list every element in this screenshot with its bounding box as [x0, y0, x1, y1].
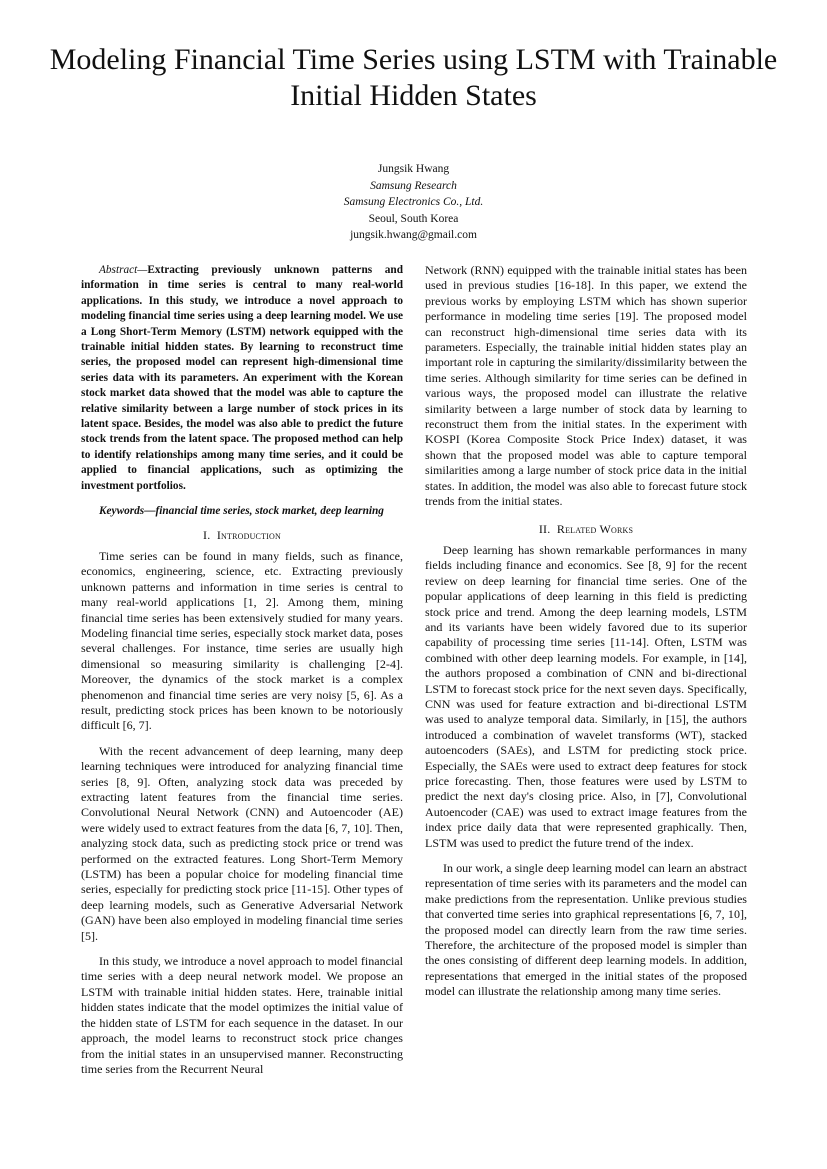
author-name: Jungsik Hwang: [377, 163, 450, 175]
section-heading-introduction: [81, 528, 403, 543]
related-paragraph-2: In our work, a single deep learning model can learn an abstract representation of time series with its parameters and the model can make predictions from the representation. Unlike previous studies that converted time series into graphical representations [6, 7, 10], the proposed model can directly learn from the raw time series. Therefore, the architecture of the proposed model is simpler than the ones consisting of different deep learning models. In addition, representations that emerged in the initial states of the proposed model can illustrate the relationship among many time series.: [425, 861, 747, 999]
author-block: [0, 161, 827, 244]
author-affiliation-1: Samsung Research: [370, 179, 457, 192]
author-affiliation-2: Samsung Electronics Co., Ltd.: [343, 196, 484, 208]
author-location: Seoul, South Korea: [368, 212, 459, 225]
section-number: II.: [538, 521, 551, 536]
section-title: Introduction: [216, 527, 281, 542]
author-email: jungsik.hwang@gmail.com: [350, 229, 477, 241]
intro-paragraph-3: In this study, we introduce a novel approach to model financial time series with a deep neural network model. We propose an LSTM with trainable initial hidden states. Here, trainable initial hidden states indicate that the model optimizes the initial value of the hidden state of LSTM for each sequence in the dataset. In our approach, the model learns to reconstruct stock price changes from the initial states in an unsupervised manner. Reconstructing time series from the Recurrent Neural: [81, 954, 403, 1076]
section-number: I.: [203, 527, 211, 542]
section-title: Related Works: [556, 521, 634, 536]
paper-title: Modeling Financial Time Series using LSTM with Trainable Initial Hidden States: [49, 43, 778, 112]
right-column: [425, 263, 747, 1000]
abstract-lead: Abstract—: [99, 264, 148, 276]
related-paragraph-1: Deep learning has shown remarkable performances in many fields including finance and economics. See [8, 9] for the recent review on deep learning for financial time series. One of the popular applications of deep learning in this field is predicting stock price and trend. Among the deep learning models, LSTM and its variants have been widely favored due to its superior capability of processing time series [11-14]. Often, LSTM was combined with other deep learning models. For example, in [14], the authors proposed a combination of CNN and bi-directional LSTM to forecast stock price for the next seven days. Specifically, CNN was used for feature extraction and bi-directional LSTM was used to analyze temporal data. Similarly, in [15], the authors introduced a combination of wavelet transforms (WT), stacked autoencoders (SAEs), and LSTM for predicting stock price. Especially, the SAEs were used to extract deep features for stock price forecasting. Then, those features were used by LSTM to predict the next day's closing price. Also, in [7], Convolutional Autoencoder (CAE) was used to extract image features from the index price daily data that were represented graphically. Then, LSTM was used to predict the future trend of the index.: [425, 542, 747, 850]
keywords: Keywords—financial time series, stock market, deep learning: [99, 505, 384, 518]
intro-paragraph-1: Time series can be found in many fields, such as finance, economics, engineering, science, etc. Extracting previously unknown patterns and information in time series is central to many real-world applications [1, 2]. Among them, mining financial time series has been extensively studied for many years. Modeling financial time series, especially stock market data, poses several challenges. For instance, time series are usually high dimensional so measuring similarity is challenging [2-4]. Moreover, the dynamics of the stock market is a complex phenomenon and financial time series are very noisy [5, 6]. As a result, predicting stock prices has been known to be notoriously difficult [6, 7].: [81, 548, 403, 733]
abstract: [81, 263, 403, 494]
intro-paragraph-2: With the recent advancement of deep learning, many deep learning techniques were introduced for analyzing financial time series [8, 9]. Often, analyzing stock data was preceded by extracting latent features from the financial time series. Convolutional Neural Network (CNN) and Autoencoder (AE) were widely used to extract features from the data [6, 7, 10]. Then, analyzing stock data, such as predicting stock price or trend was performed on the extracted features. Long Short-Term Memory (LSTM) has been a popular choice for modeling financial time series, especially for predicting stock price [11-15]. Other types of deep learning models, such as Generative Adversarial Network (GAN) have been also employed in modeling financial time series [5].: [81, 743, 403, 943]
abstract-text: Extracting previously unknown patterns and information in time series is central to many real-world applications. In this study, we introduce a novel approach to modeling financial time series using a deep learning model. We use a Long Short-Term Memory (LSTM) network equipped with the trainable initial hidden states. By learning to reconstruct time series, the proposed model can represent high-dimensional time series data with its parameters. An experiment with the Korean stock market data showed that the model was able to capture the relative similarity between a large number of stock prices in its latent space. Besides, the model was also able to predict the future stock trends from the latent space. The proposed method can help to identify relationships among many time series, and it could be applied to financial applications, such as optimizing the investment portfolios.: [81, 264, 403, 492]
left-column: [81, 263, 403, 1077]
section-heading-related-works: [425, 522, 747, 537]
intro-paragraph-3-continued: Network (RNN) equipped with the trainable initial states has been used in previous studies [16-18]. In this paper, we extend the previous works by employing LSTM which has shown superior performance in modeling time series [19]. The proposed model can reconstruct high-dimensional time series data with its parameters. Especially, the trainable initial hidden states play an important role in capturing the similarity/dissimilarity between the time series. Although similarity for time series can be defined in various ways, the proposed model can illustrate the relative similarity between a large number of stock data by learning to reconstruct them from the initial states. In the experiment with KOSPI (Korea Composite Stock Price Index) dataset, it was shown that the proposed model was able to capture temporal similarities among a large number of stock price data in the initial states. In addition, the model was also able to forecast future stock trends from the initial states.: [425, 263, 747, 509]
